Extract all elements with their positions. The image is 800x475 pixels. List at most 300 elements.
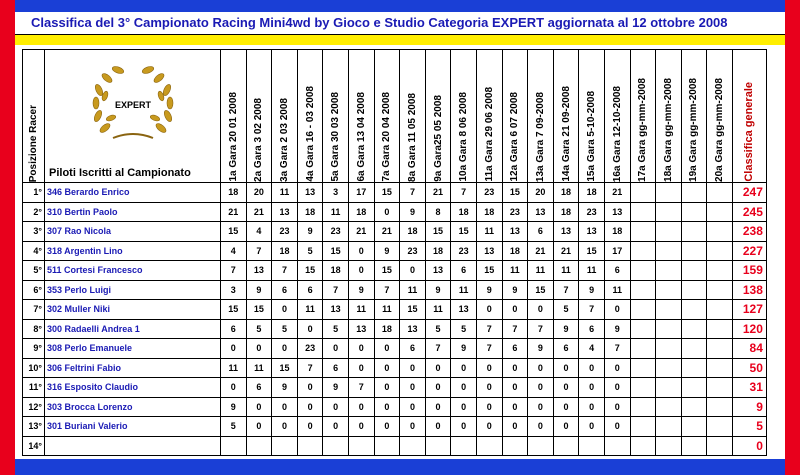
- race-header-2: [246, 50, 272, 183]
- race-header-14: [553, 50, 579, 183]
- score-cell: [707, 280, 733, 300]
- score-cell: 15: [221, 222, 247, 242]
- score-cell: [246, 436, 272, 456]
- race-header-11: [476, 50, 502, 183]
- score-cell: [656, 261, 682, 281]
- score-cell: [681, 397, 707, 417]
- table-row: [23, 280, 767, 300]
- score-cell: [630, 417, 656, 437]
- race-header-4: [297, 50, 323, 183]
- score-cell: 15: [476, 261, 502, 281]
- score-cell: 9: [451, 339, 477, 359]
- pilot-name-cell: 306 Feltrini Fabio: [45, 358, 221, 378]
- score-cell: 11: [528, 261, 554, 281]
- total-cell: 238: [732, 222, 766, 242]
- score-cell: 7: [400, 183, 426, 203]
- score-cell: 15: [579, 241, 605, 261]
- score-cell: 6: [604, 261, 630, 281]
- score-cell: [323, 436, 349, 456]
- score-cell: 6: [246, 378, 272, 398]
- score-cell: [374, 436, 400, 456]
- score-cell: [681, 202, 707, 222]
- score-cell: [451, 436, 477, 456]
- score-cell: 15: [221, 300, 247, 320]
- score-cell: 5: [272, 319, 298, 339]
- score-cell: 0: [451, 358, 477, 378]
- score-cell: 0: [528, 397, 554, 417]
- score-cell: 0: [297, 319, 323, 339]
- race-header-label: 18a Gara gg-mm-2008: [662, 78, 674, 182]
- total-cell: 9: [732, 397, 766, 417]
- score-cell: [681, 222, 707, 242]
- score-cell: [297, 436, 323, 456]
- score-cell: [707, 202, 733, 222]
- right-red-border: [785, 0, 800, 475]
- score-cell: 11: [272, 183, 298, 203]
- score-cell: 11: [348, 300, 374, 320]
- score-cell: 20: [528, 183, 554, 203]
- score-cell: [630, 280, 656, 300]
- score-cell: [707, 261, 733, 281]
- score-cell: 0: [425, 417, 451, 437]
- score-cell: 0: [297, 378, 323, 398]
- score-cell: 0: [246, 339, 272, 359]
- total-cell: 84: [732, 339, 766, 359]
- position-cell: 14°: [23, 436, 45, 456]
- score-cell: [707, 241, 733, 261]
- score-cell: 15: [297, 261, 323, 281]
- race-header-label: 11a Gara 29 06 2008: [483, 87, 495, 182]
- score-cell: [579, 436, 605, 456]
- pilot-name-cell: 346 Berardo Enrico: [45, 183, 221, 203]
- position-cell: 10°: [23, 358, 45, 378]
- score-cell: 21: [604, 183, 630, 203]
- race-header-15: [579, 50, 605, 183]
- score-cell: 23: [400, 241, 426, 261]
- score-cell: 9: [323, 378, 349, 398]
- score-cell: [707, 222, 733, 242]
- score-cell: 0: [272, 300, 298, 320]
- race-header-12: [502, 50, 528, 183]
- score-cell: 7: [425, 339, 451, 359]
- score-cell: [630, 261, 656, 281]
- score-cell: 9: [425, 280, 451, 300]
- race-header-17: [630, 50, 656, 183]
- table-row: [23, 261, 767, 281]
- score-cell: 0: [553, 417, 579, 437]
- score-cell: 21: [553, 241, 579, 261]
- score-cell: 0: [374, 417, 400, 437]
- total-cell: 127: [732, 300, 766, 320]
- score-cell: 15: [374, 261, 400, 281]
- score-cell: 0: [323, 397, 349, 417]
- score-cell: 0: [221, 339, 247, 359]
- score-cell: 23: [323, 222, 349, 242]
- table-row: [23, 183, 767, 203]
- score-cell: [630, 319, 656, 339]
- score-cell: 11: [579, 261, 605, 281]
- score-cell: 13: [297, 183, 323, 203]
- race-header-label: 6a Gara 13 04 2008: [355, 92, 367, 182]
- race-header-13: [528, 50, 554, 183]
- score-cell: [630, 436, 656, 456]
- score-cell: 6: [272, 280, 298, 300]
- score-cell: [707, 417, 733, 437]
- score-cell: 18: [604, 222, 630, 242]
- score-cell: [656, 280, 682, 300]
- score-cell: 18: [221, 183, 247, 203]
- total-cell: 159: [732, 261, 766, 281]
- total-cell: 31: [732, 378, 766, 398]
- position-cell: 5°: [23, 261, 45, 281]
- pilot-name-cell: 302 Muller Niki: [45, 300, 221, 320]
- score-cell: 0: [272, 397, 298, 417]
- score-cell: 9: [272, 378, 298, 398]
- score-cell: 23: [272, 222, 298, 242]
- race-header-label: 12a Gara 6 07 2008: [509, 92, 521, 182]
- score-cell: 21: [528, 241, 554, 261]
- score-cell: 6: [579, 319, 605, 339]
- score-cell: 9: [400, 202, 426, 222]
- score-cell: [656, 183, 682, 203]
- score-cell: 6: [221, 319, 247, 339]
- score-cell: 11: [246, 358, 272, 378]
- score-cell: 0: [425, 378, 451, 398]
- position-cell: 9°: [23, 339, 45, 359]
- score-cell: 0: [604, 378, 630, 398]
- score-cell: 13: [476, 241, 502, 261]
- race-header-label: 16a Gara 12-10-2008: [611, 85, 623, 182]
- score-cell: 11: [451, 280, 477, 300]
- score-cell: 7: [604, 339, 630, 359]
- score-cell: [553, 436, 579, 456]
- score-cell: 11: [502, 261, 528, 281]
- race-header-label: 15a Gara 5-10-2008: [586, 91, 598, 182]
- score-cell: 15: [323, 241, 349, 261]
- position-cell: 12°: [23, 397, 45, 417]
- score-cell: 11: [604, 280, 630, 300]
- logo-text: EXPERT: [114, 100, 152, 110]
- score-cell: 0: [476, 358, 502, 378]
- race-header-7: [374, 50, 400, 183]
- pilot-name-cell: 300 Radaelli Andrea 1: [45, 319, 221, 339]
- score-cell: 13: [528, 202, 554, 222]
- position-cell: 1°: [23, 183, 45, 203]
- race-header-18: [656, 50, 682, 183]
- race-header-label: 1a Gara 20 01 2008: [227, 92, 239, 182]
- score-cell: 0: [425, 358, 451, 378]
- position-cell: 11°: [23, 378, 45, 398]
- score-cell: 7: [476, 319, 502, 339]
- score-cell: 17: [348, 183, 374, 203]
- score-cell: 0: [272, 417, 298, 437]
- score-cell: [707, 319, 733, 339]
- table-row: [23, 378, 767, 398]
- score-cell: 15: [528, 280, 554, 300]
- position-cell: 13°: [23, 417, 45, 437]
- score-cell: [681, 358, 707, 378]
- score-cell: 0: [348, 417, 374, 437]
- score-cell: 18: [400, 222, 426, 242]
- score-cell: 9: [297, 222, 323, 242]
- race-header-label: 17a Gara gg-mm-2008: [637, 78, 649, 182]
- score-cell: 0: [604, 397, 630, 417]
- race-header-8: [400, 50, 426, 183]
- score-cell: 7: [553, 280, 579, 300]
- score-cell: 0: [323, 417, 349, 437]
- score-cell: 13: [400, 319, 426, 339]
- score-cell: 0: [297, 417, 323, 437]
- score-cell: [707, 397, 733, 417]
- score-cell: 18: [476, 202, 502, 222]
- score-cell: 0: [272, 339, 298, 359]
- score-cell: 9: [604, 319, 630, 339]
- table-row: [23, 339, 767, 359]
- score-cell: 0: [502, 397, 528, 417]
- score-cell: 13: [425, 261, 451, 281]
- total-cell: 50: [732, 358, 766, 378]
- score-cell: [681, 319, 707, 339]
- score-cell: 6: [400, 339, 426, 359]
- score-cell: 0: [476, 417, 502, 437]
- pilot-name-cell: 318 Argentin Lino: [45, 241, 221, 261]
- score-cell: [681, 183, 707, 203]
- score-cell: 4: [579, 339, 605, 359]
- score-cell: 0: [348, 261, 374, 281]
- race-header-5: [323, 50, 349, 183]
- score-cell: [681, 241, 707, 261]
- score-cell: 7: [476, 339, 502, 359]
- score-cell: 18: [579, 183, 605, 203]
- score-cell: 0: [553, 358, 579, 378]
- total-cell: 138: [732, 280, 766, 300]
- score-cell: 15: [400, 300, 426, 320]
- title-bar: [15, 12, 785, 36]
- pilots-header-label: Piloti Iscritti al Campionato: [49, 167, 191, 179]
- score-cell: 0: [323, 339, 349, 359]
- score-cell: 15: [374, 183, 400, 203]
- score-cell: 15: [451, 222, 477, 242]
- score-cell: 0: [553, 397, 579, 417]
- score-cell: [681, 280, 707, 300]
- score-cell: 15: [502, 183, 528, 203]
- score-cell: 21: [425, 183, 451, 203]
- score-cell: 0: [502, 358, 528, 378]
- score-cell: 5: [553, 300, 579, 320]
- race-header-20: [707, 50, 733, 183]
- score-cell: 23: [476, 183, 502, 203]
- table-row: [23, 241, 767, 261]
- score-cell: [707, 339, 733, 359]
- score-cell: 11: [400, 280, 426, 300]
- score-cell: 6: [297, 280, 323, 300]
- score-cell: 17: [604, 241, 630, 261]
- standings-table: [22, 49, 767, 456]
- score-cell: [348, 436, 374, 456]
- score-cell: 13: [348, 319, 374, 339]
- score-cell: 9: [246, 280, 272, 300]
- race-header-label: 9a Gara25 05 2008: [432, 95, 444, 182]
- score-cell: [425, 436, 451, 456]
- race-header-label: 8a Gara 11 05 2008: [406, 93, 418, 182]
- score-cell: 0: [476, 397, 502, 417]
- score-cell: 0: [374, 358, 400, 378]
- score-cell: 7: [502, 319, 528, 339]
- race-header-label: 3a Gara 2 03 2008: [278, 98, 290, 182]
- score-cell: 21: [374, 222, 400, 242]
- race-header-3: [272, 50, 298, 183]
- score-cell: 0: [246, 417, 272, 437]
- score-cell: 18: [374, 319, 400, 339]
- race-header-16: [604, 50, 630, 183]
- score-cell: 7: [246, 241, 272, 261]
- score-cell: 0: [502, 417, 528, 437]
- score-cell: 7: [579, 300, 605, 320]
- bottom-blue-band: [15, 459, 785, 475]
- total-cell: 245: [732, 202, 766, 222]
- position-cell: 7°: [23, 300, 45, 320]
- score-cell: 0: [246, 397, 272, 417]
- score-cell: [656, 436, 682, 456]
- position-cell: 4°: [23, 241, 45, 261]
- race-header-19: [681, 50, 707, 183]
- table-row: [23, 300, 767, 320]
- score-cell: 7: [348, 378, 374, 398]
- score-cell: [630, 222, 656, 242]
- score-cell: [630, 183, 656, 203]
- score-cell: 13: [246, 261, 272, 281]
- score-cell: 9: [502, 280, 528, 300]
- total-cell: 247: [732, 183, 766, 203]
- score-cell: 5: [221, 417, 247, 437]
- score-cell: 11: [476, 222, 502, 242]
- score-cell: 0: [348, 339, 374, 359]
- score-cell: 6: [451, 261, 477, 281]
- score-cell: [681, 261, 707, 281]
- race-header-label: 10a Gara 8 06 2008: [458, 92, 470, 182]
- score-cell: [656, 417, 682, 437]
- score-cell: 7: [297, 358, 323, 378]
- score-cell: [707, 300, 733, 320]
- score-cell: 18: [451, 202, 477, 222]
- pilot-name-cell: 308 Perlo Emanuele: [45, 339, 221, 359]
- score-cell: [630, 397, 656, 417]
- total-cell: 5: [732, 417, 766, 437]
- score-cell: 13: [553, 222, 579, 242]
- score-cell: 9: [528, 339, 554, 359]
- score-cell: 0: [528, 358, 554, 378]
- page-title: Classifica del 3° Campionato Racing Mini4wd by Gioco e Studio Categoria EXPERT aggiornata al 12 ottobre 2008: [31, 15, 728, 30]
- score-cell: 13: [604, 202, 630, 222]
- race-header-label: 13a Gara 7 09-2008: [534, 91, 546, 182]
- score-cell: 7: [528, 319, 554, 339]
- pilot-name-cell: 353 Perlo Luigi: [45, 280, 221, 300]
- score-cell: 23: [297, 339, 323, 359]
- table-row: [23, 222, 767, 242]
- score-cell: [656, 222, 682, 242]
- score-cell: 13: [451, 300, 477, 320]
- race-header-9: [425, 50, 451, 183]
- header-row: [23, 50, 767, 183]
- pilot-name-cell: 301 Buriani Valerio: [45, 417, 221, 437]
- score-cell: 21: [221, 202, 247, 222]
- score-cell: 0: [348, 358, 374, 378]
- score-cell: 0: [451, 397, 477, 417]
- score-cell: 18: [502, 241, 528, 261]
- score-cell: 4: [221, 241, 247, 261]
- total-header: [732, 50, 766, 183]
- score-cell: 8: [425, 202, 451, 222]
- score-cell: 5: [246, 319, 272, 339]
- position-header-label: Posizione Racer: [28, 104, 39, 182]
- score-cell: 7: [272, 261, 298, 281]
- score-cell: 0: [400, 417, 426, 437]
- position-cell: 8°: [23, 319, 45, 339]
- score-cell: 23: [579, 202, 605, 222]
- score-cell: 18: [553, 183, 579, 203]
- score-cell: [630, 300, 656, 320]
- score-cell: 9: [374, 241, 400, 261]
- score-cell: [272, 436, 298, 456]
- score-cell: 9: [579, 280, 605, 300]
- score-cell: 0: [604, 300, 630, 320]
- score-cell: 3: [221, 280, 247, 300]
- score-cell: 0: [476, 378, 502, 398]
- table-row: [23, 202, 767, 222]
- score-cell: 0: [579, 417, 605, 437]
- score-cell: [681, 339, 707, 359]
- score-cell: [630, 378, 656, 398]
- score-cell: [630, 202, 656, 222]
- score-cell: 0: [451, 417, 477, 437]
- table-row: [23, 397, 767, 417]
- pilot-name-cell: [45, 436, 221, 456]
- table-row: [23, 319, 767, 339]
- score-cell: 6: [528, 222, 554, 242]
- score-cell: 20: [246, 183, 272, 203]
- table-body: [23, 183, 767, 456]
- score-cell: 15: [246, 300, 272, 320]
- score-cell: 9: [348, 280, 374, 300]
- yellow-stripe: [15, 35, 785, 45]
- score-cell: [630, 358, 656, 378]
- score-cell: 18: [272, 241, 298, 261]
- score-cell: 0: [374, 339, 400, 359]
- score-cell: 4: [246, 222, 272, 242]
- score-cell: 0: [528, 378, 554, 398]
- score-cell: 9: [476, 280, 502, 300]
- score-cell: 11: [425, 300, 451, 320]
- score-cell: 0: [579, 358, 605, 378]
- score-cell: 21: [246, 202, 272, 222]
- score-cell: 23: [451, 241, 477, 261]
- score-cell: [707, 358, 733, 378]
- score-cell: 15: [425, 222, 451, 242]
- score-cell: [502, 436, 528, 456]
- score-cell: 7: [451, 183, 477, 203]
- left-red-border: [0, 0, 15, 475]
- race-header-label: 2a Gara 3 02 2008: [253, 98, 265, 182]
- race-header-label: 19a Gara gg-mm-2008: [688, 78, 700, 182]
- score-cell: [656, 202, 682, 222]
- score-cell: 9: [221, 397, 247, 417]
- score-cell: 0: [400, 358, 426, 378]
- score-cell: 0: [374, 202, 400, 222]
- score-cell: 9: [553, 319, 579, 339]
- score-cell: 13: [272, 202, 298, 222]
- score-cell: 18: [425, 241, 451, 261]
- total-cell: 0: [732, 436, 766, 456]
